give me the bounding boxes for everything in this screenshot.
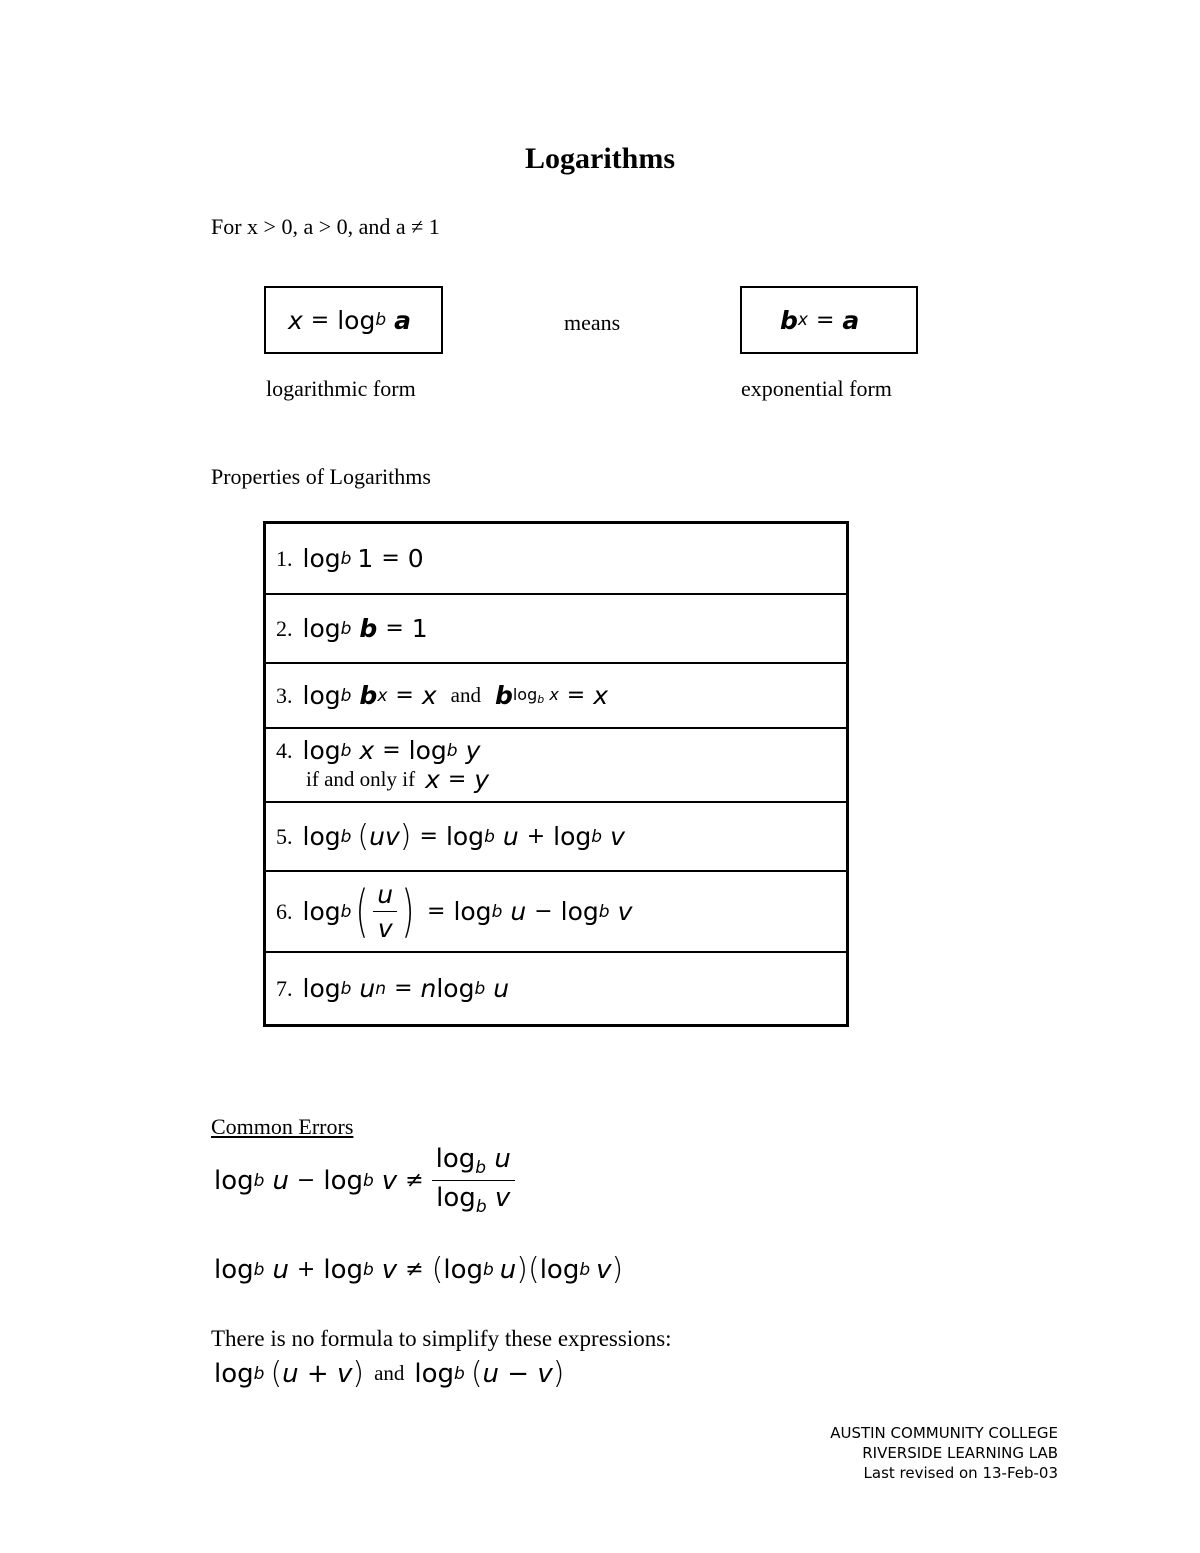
property-row-4 <box>266 729 846 803</box>
log-text: log <box>453 897 492 926</box>
property-row-2 <box>266 595 846 664</box>
log-text: log <box>443 1254 483 1285</box>
log-base: b <box>340 901 352 922</box>
properties-heading: Properties of Logarithms <box>211 464 431 489</box>
log-arg: u <box>493 974 510 1003</box>
minus-sign: − <box>296 1168 316 1193</box>
iff-text: if and only if <box>306 767 416 791</box>
log-text: log <box>436 974 475 1003</box>
log-base: b <box>363 1259 374 1280</box>
exp-form-exponent: x <box>797 310 808 330</box>
log-arg: v <box>381 1254 398 1285</box>
exponential-form-box <box>740 286 918 354</box>
log-base: b <box>253 1170 265 1191</box>
log-text: log <box>408 736 447 765</box>
lhs-var: x <box>425 765 440 794</box>
exp-form-base: b <box>780 305 798 335</box>
property-number: 5. <box>276 823 293 849</box>
denominator: v <box>377 914 393 943</box>
log-arg: uv <box>369 822 400 851</box>
open-paren: ( <box>270 1356 283 1391</box>
footer-revised-date: Last revised on 13-Feb-03 <box>863 1464 1058 1482</box>
log-base: b <box>484 826 495 847</box>
denominator: $\log_b v$ <box>436 1183 511 1217</box>
open-paren: ( <box>355 878 369 944</box>
not-equal-sign: ≠ <box>405 1168 424 1193</box>
log-arg: b <box>359 681 378 710</box>
superscript-log: logb x <box>512 685 559 706</box>
no-formula-expressions <box>214 1356 564 1391</box>
rhs-value: 0 <box>407 544 424 573</box>
log-arg: u <box>502 822 519 851</box>
equals-sign: = <box>566 683 586 708</box>
log-arg: y <box>465 736 481 765</box>
property-4-line-2 <box>306 765 489 794</box>
log-base: b <box>591 826 603 847</box>
property-row-7 <box>266 953 846 1024</box>
log-base: b <box>340 685 352 706</box>
footer-college: AUSTIN COMMUNITY COLLEGE <box>830 1424 1058 1442</box>
and-word: and <box>450 683 481 707</box>
open-paren: ( <box>527 1252 540 1287</box>
log-text: log <box>214 1165 254 1196</box>
log-arg: u <box>499 1254 517 1285</box>
log-base: b <box>340 618 352 639</box>
minus-sign: − <box>534 899 553 924</box>
log-text: log <box>302 974 341 1003</box>
fraction <box>373 880 397 943</box>
log-text: log <box>302 614 341 643</box>
equals-sign: = <box>394 976 413 1001</box>
property-number: 2. <box>276 615 293 641</box>
page-title: Logarithms <box>525 142 675 175</box>
footer-lab: RIVERSIDE LEARNING LAB <box>862 1444 1058 1462</box>
log-arg: u − v <box>482 1358 553 1389</box>
equals-sign: = <box>395 683 414 708</box>
log-text: log <box>323 1254 363 1285</box>
log-form-log: log <box>337 305 376 335</box>
log-arg: u + v <box>282 1358 353 1389</box>
open-paren: ( <box>431 1252 444 1287</box>
log-text: log <box>414 1358 455 1389</box>
property-row-5 <box>266 803 846 872</box>
log-text: log <box>323 1165 363 1196</box>
numerator: $\log_b u$ <box>432 1144 515 1181</box>
log-base: b <box>454 1363 465 1384</box>
rhs-value: x <box>421 681 437 710</box>
equals-sign: = <box>419 824 438 849</box>
no-formula-text: There is no formula to simplify these expressions: <box>211 1326 672 1351</box>
log-text: log <box>302 681 341 710</box>
log-text: log <box>539 1254 580 1285</box>
exp-form-rhs: a <box>842 305 860 335</box>
equals-sign: = <box>385 616 404 641</box>
log-text: log <box>445 822 485 851</box>
log-form-base: b <box>375 310 387 330</box>
log-text: log <box>302 544 341 573</box>
common-error-2 <box>214 1252 623 1287</box>
rhs-var: y <box>474 765 490 794</box>
log-base: b <box>482 1259 494 1280</box>
logarithmic-form-box <box>264 286 443 354</box>
log-form-arg: a <box>394 305 412 335</box>
property-row-1 <box>266 524 846 595</box>
coefficient: n <box>420 974 437 1003</box>
property-number: 1. <box>276 545 293 571</box>
log-text: log <box>302 736 341 765</box>
property-4-line-1 <box>276 736 480 765</box>
log-text: log <box>214 1358 254 1389</box>
log-form-equals: = <box>310 307 330 333</box>
log-text: log <box>553 822 592 851</box>
numerator: u <box>373 880 397 912</box>
base-b: b <box>494 681 513 710</box>
log-base: b <box>340 978 352 999</box>
log-base: b <box>340 740 352 761</box>
property-row-3 <box>266 664 846 729</box>
close-paren: ) <box>611 1252 624 1287</box>
close-paren: ) <box>352 1356 365 1391</box>
log-text: log <box>214 1254 254 1285</box>
open-paren: ( <box>470 1356 483 1391</box>
log-base: b <box>253 1363 265 1384</box>
exponential-form-caption: exponential form <box>741 376 892 401</box>
exp-form-equals: = <box>815 307 835 333</box>
log-arg: u <box>272 1165 289 1196</box>
property-row-6 <box>266 872 846 953</box>
exponent: x <box>377 685 388 706</box>
log-base: b <box>579 1259 591 1280</box>
log-arg: b <box>359 614 378 643</box>
common-error-1 <box>214 1144 515 1217</box>
log-base: b <box>340 826 352 847</box>
equals-sign: = <box>447 767 467 792</box>
footer <box>830 1423 1058 1483</box>
open-paren: ( <box>357 819 370 854</box>
properties-table <box>263 521 849 1027</box>
plus-sign: + <box>526 824 546 849</box>
equals-sign: = <box>427 899 446 924</box>
log-text: log <box>302 822 341 851</box>
close-paren: ) <box>516 1252 528 1287</box>
conditions-text: For x > 0, a > 0, and a ≠ 1 <box>211 214 440 239</box>
close-paren: ) <box>552 1356 565 1391</box>
log-arg: u <box>272 1254 289 1285</box>
log-arg: u <box>359 974 376 1003</box>
log-arg: v <box>596 1254 612 1285</box>
close-paren: ) <box>399 819 412 854</box>
log-base: b <box>340 548 352 569</box>
log-text: log <box>560 897 599 926</box>
log-arg: u <box>510 897 527 926</box>
log-base: b <box>446 740 458 761</box>
not-equal-sign: ≠ <box>405 1257 424 1282</box>
equals-sign: = <box>382 738 401 763</box>
log-arg: x <box>359 736 375 765</box>
log-arg: v <box>381 1165 398 1196</box>
rhs-value: x <box>593 681 609 710</box>
and-word: and <box>374 1361 405 1385</box>
log-form-lhs: x <box>288 305 303 335</box>
close-paren: ) <box>401 878 415 944</box>
common-errors-heading: Common Errors <box>211 1114 354 1139</box>
fraction <box>432 1144 515 1217</box>
log-text: log <box>302 897 341 926</box>
equals-sign: = <box>381 546 400 571</box>
property-number: 6. <box>276 898 293 924</box>
log-arg: v <box>617 897 633 926</box>
rhs-value: 1 <box>411 614 428 643</box>
logarithmic-form-caption: logarithmic form <box>266 376 416 401</box>
means-label: means <box>564 310 621 335</box>
property-number: 7. <box>276 975 293 1001</box>
property-number: 3. <box>276 682 293 708</box>
log-base: b <box>491 901 503 922</box>
log-base: b <box>363 1170 374 1191</box>
log-arg: v <box>610 822 625 851</box>
exponent: n <box>375 978 387 999</box>
log-base: b <box>598 901 610 922</box>
log-arg: 1 <box>357 544 374 573</box>
property-number: 4. <box>276 737 293 763</box>
log-base: b <box>474 978 486 999</box>
plus-sign: + <box>296 1257 316 1282</box>
log-base: b <box>253 1259 265 1280</box>
